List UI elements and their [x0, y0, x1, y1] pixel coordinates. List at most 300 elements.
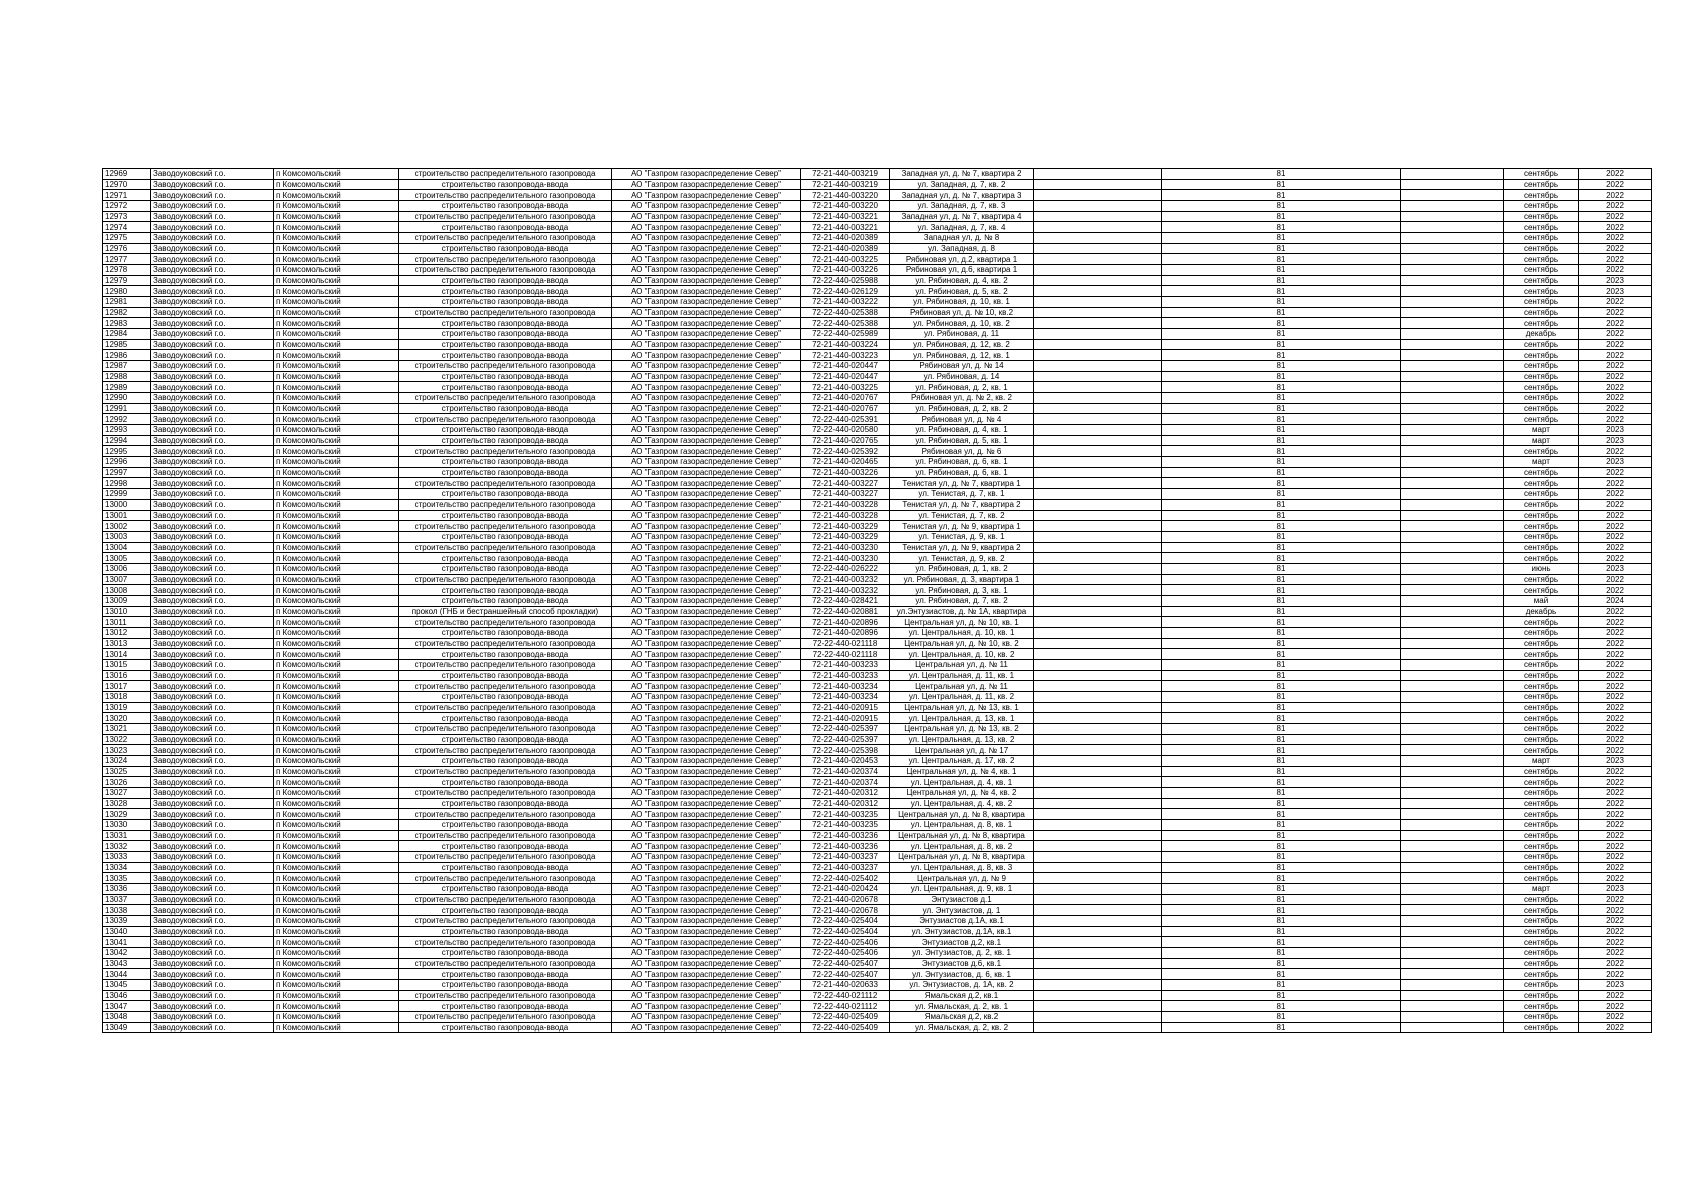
cell-empty-2	[1401, 734, 1504, 745]
cell-organization: АО "Газпром газораспределение Север"	[612, 905, 801, 916]
cell-municipality: Заводоуковский г.о.	[151, 542, 274, 553]
cell-code: 81	[1162, 275, 1401, 286]
cell-work-type: строительство газопровода-ввода	[399, 980, 612, 991]
table-row	[103, 510, 1652, 521]
cell-organization: АО "Газпром газораспределение Север"	[612, 318, 801, 329]
cell-empty	[1034, 542, 1162, 553]
cell-empty-2	[1401, 361, 1504, 372]
cell-address: ул. Центральная, д. 8, кв. 3	[890, 862, 1034, 873]
cell-municipality: Заводоуковский г.о.	[151, 948, 274, 959]
cell-year: 2022	[1579, 745, 1652, 756]
cell-municipality: Заводоуковский г.о.	[151, 819, 274, 830]
cell-empty	[1034, 884, 1162, 895]
cell-month: сентябрь	[1504, 275, 1579, 286]
cell-organization: АО "Газпром газораспределение Север"	[612, 819, 801, 830]
cell-number: 12992	[103, 414, 151, 425]
cell-number: 12973	[103, 211, 151, 222]
cell-organization: АО "Газпром газораспределение Север"	[612, 723, 801, 734]
cell-work-type: строительство распределительного газопровода	[399, 393, 612, 404]
cell-organization: АО "Газпром газораспределение Север"	[612, 777, 801, 788]
table-row	[103, 489, 1652, 500]
cell-address: Центральная ул, д. № 4, кв. 2	[890, 787, 1034, 798]
cell-code: 81	[1162, 948, 1401, 959]
cell-address: Центральная ул, д. № 4, кв. 1	[890, 766, 1034, 777]
cell-settlement: п Комсомольский	[274, 382, 399, 393]
cell-year: 2022	[1579, 233, 1652, 244]
cell-number: 13044	[103, 969, 151, 980]
cell-address: Тенистая ул, д. № 7, квартира 1	[890, 478, 1034, 489]
cell-code: 81	[1162, 958, 1401, 969]
cell-number: 13017	[103, 681, 151, 692]
cell-settlement: п Комсомольский	[274, 702, 399, 713]
cell-cadastral-code: 72-22-440-025989	[801, 329, 890, 340]
cell-code: 81	[1162, 382, 1401, 393]
cell-organization: АО "Газпром газораспределение Север"	[612, 606, 801, 617]
cell-municipality: Заводоуковский г.о.	[151, 531, 274, 542]
cell-month: сентябрь	[1504, 553, 1579, 564]
cell-municipality: Заводоуковский г.о.	[151, 435, 274, 446]
cell-code: 81	[1162, 990, 1401, 1001]
cell-organization: АО "Газпром газораспределение Север"	[612, 659, 801, 670]
cell-month: сентябрь	[1504, 222, 1579, 233]
cell-empty-2	[1401, 243, 1504, 254]
cell-settlement: п Комсомольский	[274, 339, 399, 350]
cell-month: декабрь	[1504, 606, 1579, 617]
cell-work-type: строительство распределительного газопровода	[399, 894, 612, 905]
cell-settlement: п Комсомольский	[274, 852, 399, 863]
table-row	[103, 617, 1652, 628]
cell-municipality: Заводоуковский г.о.	[151, 766, 274, 777]
cell-work-type: строительство газопровода-ввода	[399, 467, 612, 478]
cell-empty	[1034, 414, 1162, 425]
cell-organization: АО "Газпром газораспределение Север"	[612, 595, 801, 606]
cell-work-type: строительство распределительного газопровода	[399, 1012, 612, 1023]
table-row	[103, 243, 1652, 254]
cell-settlement: п Комсомольский	[274, 916, 399, 927]
cell-code: 81	[1162, 755, 1401, 766]
cell-code: 81	[1162, 606, 1401, 617]
cell-empty	[1034, 201, 1162, 212]
cell-empty-2	[1401, 948, 1504, 959]
cell-empty	[1034, 425, 1162, 436]
cell-settlement: п Комсомольский	[274, 595, 399, 606]
cell-empty	[1034, 553, 1162, 564]
cell-address: ул. Центральная, д. 13, кв. 1	[890, 713, 1034, 724]
cell-settlement: п Комсомольский	[274, 510, 399, 521]
cell-cadastral-code: 72-21-440-020765	[801, 435, 890, 446]
cell-month: сентябрь	[1504, 649, 1579, 660]
cell-code: 81	[1162, 649, 1401, 660]
cell-cadastral-code: 72-22-440-025388	[801, 318, 890, 329]
cell-year: 2022	[1579, 734, 1652, 745]
cell-number: 13031	[103, 830, 151, 841]
cell-work-type: строительство распределительного газопровода	[399, 414, 612, 425]
cell-municipality: Заводоуковский г.о.	[151, 787, 274, 798]
cell-empty	[1034, 937, 1162, 948]
cell-work-type: прокол (ГНБ и бестраншейный способ прокладки)	[399, 606, 612, 617]
cell-settlement: п Комсомольский	[274, 862, 399, 873]
cell-settlement: п Комсомольский	[274, 286, 399, 297]
cell-work-type: строительство распределительного газопровода	[399, 617, 612, 628]
cell-work-type: строительство газопровода-ввода	[399, 841, 612, 852]
cell-number: 13000	[103, 499, 151, 510]
cell-month: сентябрь	[1504, 254, 1579, 265]
cell-month: сентябрь	[1504, 990, 1579, 1001]
cell-month: сентябрь	[1504, 798, 1579, 809]
cell-cadastral-code: 72-22-440-020881	[801, 606, 890, 617]
cell-settlement: п Комсомольский	[274, 307, 399, 318]
cell-cadastral-code: 72-21-440-020915	[801, 713, 890, 724]
cell-number: 13014	[103, 649, 151, 660]
cell-empty	[1034, 457, 1162, 468]
cell-empty	[1034, 787, 1162, 798]
cell-code: 81	[1162, 798, 1401, 809]
cell-empty-2	[1401, 179, 1504, 190]
cell-month: сентябрь	[1504, 318, 1579, 329]
cell-settlement: п Комсомольский	[274, 446, 399, 457]
cell-work-type: строительство распределительного газопровода	[399, 990, 612, 1001]
cell-year: 2022	[1579, 446, 1652, 457]
cell-cadastral-code: 72-21-440-003220	[801, 201, 890, 212]
cell-number: 12996	[103, 457, 151, 468]
table-row	[103, 713, 1652, 724]
cell-address: ул. Тенистая, д. 7, кв. 2	[890, 510, 1034, 521]
cell-work-type: строительство газопровода-ввода	[399, 713, 612, 724]
cell-number: 13042	[103, 948, 151, 959]
cell-organization: АО "Газпром газораспределение Север"	[612, 403, 801, 414]
cell-cadastral-code: 72-21-440-003219	[801, 169, 890, 180]
cell-cadastral-code: 72-21-440-003236	[801, 830, 890, 841]
cell-code: 81	[1162, 563, 1401, 574]
cell-organization: АО "Газпром газораспределение Север"	[612, 638, 801, 649]
cell-settlement: п Комсомольский	[274, 745, 399, 756]
cell-address: ул. Рябиновая, д. 11	[890, 329, 1034, 340]
cell-organization: АО "Газпром газораспределение Север"	[612, 425, 801, 436]
cell-cadastral-code: 72-22-440-025988	[801, 275, 890, 286]
cell-code: 81	[1162, 489, 1401, 500]
cell-empty	[1034, 713, 1162, 724]
cell-empty-2	[1401, 809, 1504, 820]
cell-number: 13002	[103, 521, 151, 532]
cell-year: 2022	[1579, 948, 1652, 959]
cell-month: сентябрь	[1504, 926, 1579, 937]
cell-code: 81	[1162, 873, 1401, 884]
cell-municipality: Заводоуковский г.о.	[151, 339, 274, 350]
cell-organization: АО "Газпром газораспределение Север"	[612, 691, 801, 702]
table-row	[103, 563, 1652, 574]
cell-address: Центральная ул, д. № 13, кв. 1	[890, 702, 1034, 713]
cell-work-type: строительство распределительного газопровода	[399, 499, 612, 510]
cell-cadastral-code: 72-21-440-020915	[801, 702, 890, 713]
cell-settlement: п Комсомольский	[274, 990, 399, 1001]
cell-year: 2022	[1579, 339, 1652, 350]
cell-number: 12999	[103, 489, 151, 500]
cell-cadastral-code: 72-22-440-021118	[801, 649, 890, 660]
cell-empty	[1034, 681, 1162, 692]
cell-empty	[1034, 350, 1162, 361]
cell-work-type: строительство газопровода-ввода	[399, 297, 612, 308]
cell-empty	[1034, 723, 1162, 734]
cell-organization: АО "Газпром газораспределение Север"	[612, 233, 801, 244]
cell-month: сентябрь	[1504, 531, 1579, 542]
cell-code: 81	[1162, 894, 1401, 905]
cell-work-type: строительство газопровода-ввода	[399, 350, 612, 361]
table-row	[103, 403, 1652, 414]
cell-empty	[1034, 958, 1162, 969]
table-row	[103, 190, 1652, 201]
table-row	[103, 467, 1652, 478]
cell-empty-2	[1401, 542, 1504, 553]
table-row	[103, 670, 1652, 681]
cell-number: 12994	[103, 435, 151, 446]
cell-empty	[1034, 809, 1162, 820]
cell-number: 12986	[103, 350, 151, 361]
cell-work-type: строительство газопровода-ввода	[399, 862, 612, 873]
data-table	[102, 168, 1652, 1033]
cell-month: сентябрь	[1504, 371, 1579, 382]
cell-settlement: п Комсомольский	[274, 873, 399, 884]
cell-municipality: Заводоуковский г.о.	[151, 969, 274, 980]
cell-code: 81	[1162, 478, 1401, 489]
cell-organization: АО "Газпром газораспределение Север"	[612, 990, 801, 1001]
cell-number: 13024	[103, 755, 151, 766]
cell-year: 2022	[1579, 201, 1652, 212]
cell-empty-2	[1401, 254, 1504, 265]
cell-year: 2022	[1579, 937, 1652, 948]
cell-code: 81	[1162, 916, 1401, 927]
cell-municipality: Заводоуковский г.о.	[151, 489, 274, 500]
cell-empty	[1034, 585, 1162, 596]
cell-address: ул. Рябиновая, д. 5, кв. 1	[890, 435, 1034, 446]
cell-number: 13034	[103, 862, 151, 873]
cell-address: ул. Западная, д. 8	[890, 243, 1034, 254]
cell-settlement: п Комсомольский	[274, 425, 399, 436]
cell-municipality: Заводоуковский г.о.	[151, 169, 274, 180]
table-row	[103, 958, 1652, 969]
cell-address: Тенистая ул, д. № 9, квартира 2	[890, 542, 1034, 553]
cell-address: ул. Центральная, д. 10, кв. 1	[890, 627, 1034, 638]
cell-work-type: строительство газопровода-ввода	[399, 382, 612, 393]
cell-settlement: п Комсомольский	[274, 435, 399, 446]
cell-settlement: п Комсомольский	[274, 819, 399, 830]
cell-empty-2	[1401, 563, 1504, 574]
cell-settlement: п Комсомольский	[274, 905, 399, 916]
cell-work-type: строительство распределительного газопровода	[399, 361, 612, 372]
cell-work-type: строительство газопровода-ввода	[399, 371, 612, 382]
cell-year: 2022	[1579, 297, 1652, 308]
cell-year: 2024	[1579, 595, 1652, 606]
cell-settlement: п Комсомольский	[274, 243, 399, 254]
cell-municipality: Заводоуковский г.о.	[151, 521, 274, 532]
cell-municipality: Заводоуковский г.о.	[151, 361, 274, 372]
table-row	[103, 787, 1652, 798]
cell-empty-2	[1401, 905, 1504, 916]
cell-work-type: строительство газопровода-ввода	[399, 819, 612, 830]
table-row	[103, 980, 1652, 991]
cell-settlement: п Комсомольский	[274, 638, 399, 649]
cell-number: 13041	[103, 937, 151, 948]
cell-month: март	[1504, 425, 1579, 436]
cell-empty-2	[1401, 862, 1504, 873]
cell-municipality: Заводоуковский г.о.	[151, 254, 274, 265]
cell-address: ул. Западная, д. 7, кв. 3	[890, 201, 1034, 212]
cell-address: ул. Рябиновая, д. 6, кв. 1	[890, 467, 1034, 478]
cell-municipality: Заводоуковский г.о.	[151, 553, 274, 564]
cell-month: сентябрь	[1504, 339, 1579, 350]
cell-work-type: строительство газопровода-ввода	[399, 884, 612, 895]
cell-work-type: строительство газопровода-ввода	[399, 275, 612, 286]
cell-settlement: п Комсомольский	[274, 467, 399, 478]
cell-organization: АО "Газпром газораспределение Север"	[612, 702, 801, 713]
cell-month: сентябрь	[1504, 585, 1579, 596]
cell-number: 13018	[103, 691, 151, 702]
cell-settlement: п Комсомольский	[274, 649, 399, 660]
cell-settlement: п Комсомольский	[274, 980, 399, 991]
cell-code: 81	[1162, 617, 1401, 628]
cell-month: сентябрь	[1504, 542, 1579, 553]
cell-code: 81	[1162, 905, 1401, 916]
cell-municipality: Заводоуковский г.о.	[151, 297, 274, 308]
cell-code: 81	[1162, 307, 1401, 318]
cell-empty	[1034, 990, 1162, 1001]
cell-month: сентябрь	[1504, 233, 1579, 244]
cell-year: 2022	[1579, 638, 1652, 649]
cell-address: ул. Центральная, д. 10, кв. 2	[890, 649, 1034, 660]
cell-settlement: п Комсомольский	[274, 841, 399, 852]
cell-settlement: п Комсомольский	[274, 499, 399, 510]
cell-year: 2022	[1579, 1022, 1652, 1033]
cell-empty-2	[1401, 958, 1504, 969]
cell-organization: АО "Газпром газораспределение Север"	[612, 190, 801, 201]
cell-empty-2	[1401, 393, 1504, 404]
cell-year: 2022	[1579, 873, 1652, 884]
cell-organization: АО "Газпром газораспределение Север"	[612, 852, 801, 863]
cell-empty	[1034, 852, 1162, 863]
cell-empty-2	[1401, 531, 1504, 542]
cell-settlement: п Комсомольский	[274, 521, 399, 532]
cell-year: 2023	[1579, 457, 1652, 468]
cell-municipality: Заводоуковский г.о.	[151, 446, 274, 457]
cell-organization: АО "Газпром газораспределение Север"	[612, 1012, 801, 1023]
cell-month: сентябрь	[1504, 819, 1579, 830]
cell-empty	[1034, 745, 1162, 756]
cell-number: 13030	[103, 819, 151, 830]
cell-municipality: Заводоуковский г.о.	[151, 499, 274, 510]
cell-municipality: Заводоуковский г.о.	[151, 510, 274, 521]
table-row	[103, 339, 1652, 350]
table-row	[103, 542, 1652, 553]
cell-address: Энтузиастов д.1	[890, 894, 1034, 905]
cell-month: сентябрь	[1504, 521, 1579, 532]
table-row	[103, 905, 1652, 916]
table-row	[103, 990, 1652, 1001]
cell-code: 81	[1162, 446, 1401, 457]
cell-municipality: Заводоуковский г.о.	[151, 617, 274, 628]
cell-cadastral-code: 72-22-440-028421	[801, 595, 890, 606]
cell-month: март	[1504, 884, 1579, 895]
cell-work-type: строительство распределительного газопровода	[399, 745, 612, 756]
cell-month: сентябрь	[1504, 916, 1579, 927]
cell-number: 13003	[103, 531, 151, 542]
cell-settlement: п Комсомольский	[274, 617, 399, 628]
cell-empty-2	[1401, 297, 1504, 308]
cell-empty	[1034, 905, 1162, 916]
table-row	[103, 446, 1652, 457]
cell-cadastral-code: 72-22-440-025407	[801, 969, 890, 980]
cell-address: ул. Рябиновая, д. 5, кв. 2	[890, 286, 1034, 297]
cell-empty	[1034, 1022, 1162, 1033]
cell-year: 2022	[1579, 841, 1652, 852]
cell-empty	[1034, 286, 1162, 297]
cell-municipality: Заводоуковский г.о.	[151, 755, 274, 766]
cell-empty	[1034, 318, 1162, 329]
cell-settlement: п Комсомольский	[274, 809, 399, 820]
cell-organization: АО "Газпром газораспределение Север"	[612, 286, 801, 297]
cell-code: 81	[1162, 243, 1401, 254]
cell-empty	[1034, 393, 1162, 404]
table-row	[103, 841, 1652, 852]
cell-number: 13027	[103, 787, 151, 798]
cell-cadastral-code: 72-21-440-003222	[801, 297, 890, 308]
cell-year: 2022	[1579, 478, 1652, 489]
cell-code: 81	[1162, 169, 1401, 180]
cell-empty-2	[1401, 201, 1504, 212]
cell-cadastral-code: 72-22-440-025407	[801, 958, 890, 969]
cell-year: 2022	[1579, 1001, 1652, 1012]
cell-empty-2	[1401, 457, 1504, 468]
cell-municipality: Заводоуковский г.о.	[151, 371, 274, 382]
cell-settlement: п Комсомольский	[274, 734, 399, 745]
cell-organization: АО "Газпром газораспределение Север"	[612, 948, 801, 959]
cell-month: март	[1504, 435, 1579, 446]
cell-cadastral-code: 72-21-440-020447	[801, 361, 890, 372]
cell-year: 2023	[1579, 275, 1652, 286]
cell-settlement: п Комсомольский	[274, 585, 399, 596]
cell-cadastral-code: 72-21-440-020447	[801, 371, 890, 382]
cell-month: сентябрь	[1504, 243, 1579, 254]
cell-cadastral-code: 72-21-440-020424	[801, 884, 890, 895]
cell-empty	[1034, 649, 1162, 660]
cell-number: 12984	[103, 329, 151, 340]
cell-municipality: Заводоуковский г.о.	[151, 329, 274, 340]
cell-organization: АО "Газпром газораспределение Север"	[612, 841, 801, 852]
cell-settlement: п Комсомольский	[274, 659, 399, 670]
cell-work-type: строительство газопровода-ввода	[399, 553, 612, 564]
cell-year: 2022	[1579, 681, 1652, 692]
table-row	[103, 211, 1652, 222]
table-row	[103, 307, 1652, 318]
cell-work-type: строительство газопровода-ввода	[399, 585, 612, 596]
cell-month: сентябрь	[1504, 659, 1579, 670]
cell-code: 81	[1162, 659, 1401, 670]
cell-year: 2022	[1579, 649, 1652, 660]
cell-number: 13033	[103, 852, 151, 863]
cell-settlement: п Комсомольский	[274, 884, 399, 895]
cell-number: 12997	[103, 467, 151, 478]
table-row	[103, 1001, 1652, 1012]
cell-code: 81	[1162, 179, 1401, 190]
cell-number: 13035	[103, 873, 151, 884]
cell-empty-2	[1401, 307, 1504, 318]
table-row	[103, 201, 1652, 212]
cell-month: сентябрь	[1504, 766, 1579, 777]
cell-month: сентябрь	[1504, 777, 1579, 788]
cell-month: сентябрь	[1504, 446, 1579, 457]
cell-address: ул. Западная, д. 7, кв. 4	[890, 222, 1034, 233]
cell-address: ул. Энтузиастов, д. 2, кв. 1	[890, 948, 1034, 959]
cell-address: Ямальская д.2, кв.2	[890, 1012, 1034, 1023]
cell-number: 12972	[103, 201, 151, 212]
